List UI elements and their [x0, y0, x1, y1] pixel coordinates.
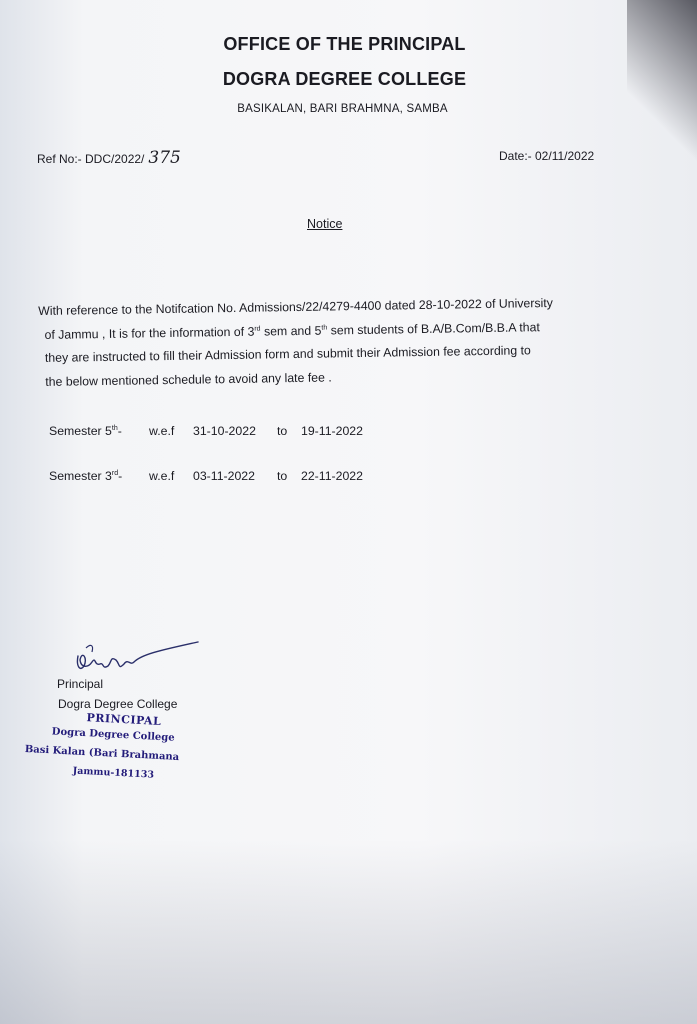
schedule-row-semester-5: Semester 5th- w.e.f 31-10-2022 to 19-11-2022 [49, 424, 363, 438]
reference-number [37, 148, 181, 168]
notice-title: Notice [307, 217, 343, 231]
office-heading: OFFICE OF THE PRINCIPAL [223, 34, 466, 54]
schedule-row-semester-3: Semester 3rd- w.e.f 03-11-2022 to 22-11-2022 [49, 469, 363, 483]
body-line-4: the below mentioned schedule to avoid any late fee . [45, 369, 332, 389]
stamp-line-3: Basi Kalan (Bari Brahmana [24, 743, 180, 764]
principal-signature [72, 636, 202, 678]
corner-shadow [627, 0, 697, 200]
stamp-line-2: Dogra Degree College [51, 726, 175, 744]
reference-handwritten-number: 375 [148, 148, 181, 168]
reference-label: Ref No:- DDC/2022/ [37, 152, 145, 166]
notice-date: Date:- 02/11/2022 [499, 149, 595, 163]
notice-body [40, 290, 661, 394]
stamp-line-4: Jammu-181133 [72, 765, 155, 781]
signatory-college: Dogra Degree College [58, 697, 178, 711]
signatory-title: Principal [57, 677, 104, 691]
body-line-2: of Jammu , It is for the information of 3rd sem and 5th sem students of B.A/B.Com/B.B.A that [44, 319, 540, 342]
college-heading: DOGRA DEGREE COLLEGE [222, 69, 467, 89]
college-address: BASIKALAN, BARI BRAHMNA, SAMBA [237, 103, 448, 115]
body-line-3: they are instructed to fill their Admission form and submit their Admission fee according to [44, 343, 531, 365]
stamp-line-1: PRINCIPAL [86, 711, 162, 729]
body-line-1: With reference to the Notifcation No. Admissions/22/4279-4400 dated 28-10-2022 of University [38, 295, 553, 319]
